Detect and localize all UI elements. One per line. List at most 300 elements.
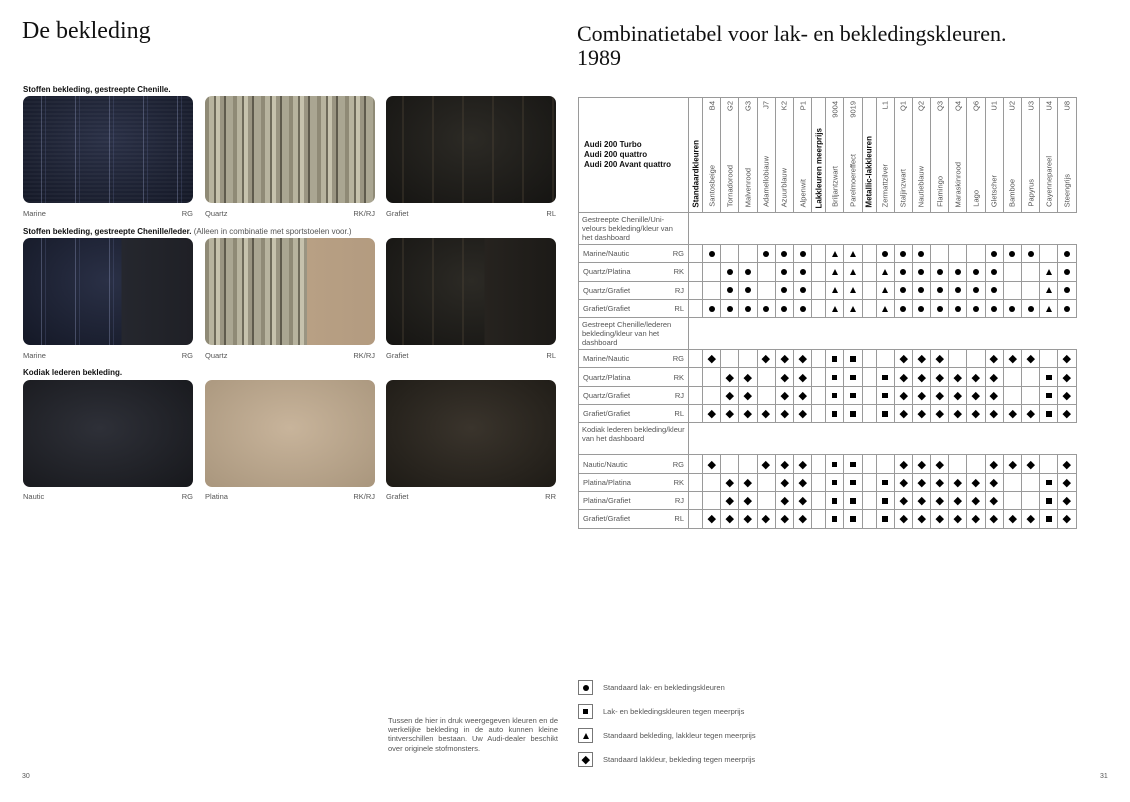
combination-cell <box>757 491 775 509</box>
combination-cell <box>894 455 912 473</box>
diamond-icon <box>899 497 907 505</box>
swatch-marine-chenille <box>23 96 193 203</box>
combination-cell <box>826 455 844 473</box>
diamond-icon <box>799 355 807 363</box>
diamond-icon <box>899 373 907 381</box>
combination-cell <box>1058 491 1076 509</box>
combination-cell <box>793 299 811 317</box>
combination-cell <box>931 299 949 317</box>
combination-cell <box>931 350 949 368</box>
combination-cell <box>826 299 844 317</box>
legend-item <box>578 704 744 719</box>
diamond-icon <box>918 373 926 381</box>
circle-icon <box>1064 287 1070 293</box>
group-spacer-cell <box>862 263 876 281</box>
diamond-icon <box>799 460 807 468</box>
title-line-1: Combinatietabel voor lak- en bekledingskleuren. <box>577 21 1007 46</box>
color-code: U4 <box>1044 101 1054 111</box>
combination-cell <box>912 281 930 299</box>
combination-cell <box>912 299 930 317</box>
diamond-icon <box>762 515 770 523</box>
square-icon <box>832 393 838 399</box>
combination-cell <box>967 405 985 423</box>
combination-cell <box>967 510 985 528</box>
combination-cell <box>844 473 862 491</box>
group-spacer-cell <box>689 473 703 491</box>
legend-symbol-box <box>578 752 593 767</box>
circle-icon <box>1028 306 1034 312</box>
color-name: Lago <box>971 190 981 207</box>
combination-cell <box>1003 473 1021 491</box>
combination-cell <box>1040 473 1058 491</box>
swatch-code: RK/RJ <box>353 209 375 218</box>
section-heading-text: Kodiak lederen bekleding. <box>23 368 123 377</box>
circle-icon <box>763 306 769 312</box>
group-spacer-cell <box>862 299 876 317</box>
combination-cell <box>1022 281 1040 299</box>
combination-cell <box>876 473 894 491</box>
upholstery-name: Nautic/Nautic <box>583 459 628 469</box>
group-spacer-cell <box>812 299 826 317</box>
upholstery-code: RK <box>673 372 684 382</box>
diamond-icon <box>1063 392 1071 400</box>
combination-cell <box>757 299 775 317</box>
color-name: Papyrus <box>1026 179 1036 207</box>
swatch-caption <box>23 209 193 218</box>
combination-cell <box>721 263 739 281</box>
circle-icon <box>973 287 979 293</box>
circle-icon <box>763 251 769 257</box>
circle-icon <box>937 306 943 312</box>
group-spacer-cell <box>689 405 703 423</box>
color-code: U1 <box>989 101 999 111</box>
group-spacer-cell <box>812 405 826 423</box>
circle-icon <box>745 287 751 293</box>
color-code: U3 <box>1026 101 1036 111</box>
combination-cell <box>949 491 967 509</box>
diamond-icon <box>1027 410 1035 418</box>
circle-icon <box>991 251 997 257</box>
group-spacer-cell <box>862 405 876 423</box>
circle-icon <box>800 251 806 257</box>
legend-item <box>578 680 725 695</box>
swatch-name: Marine <box>23 351 46 360</box>
combination-cell <box>1058 281 1076 299</box>
combination-cell <box>703 368 721 386</box>
legend-symbol-box <box>578 680 593 695</box>
upholstery-name: Quartz/Platina <box>583 372 631 382</box>
circle-icon <box>900 251 906 257</box>
square-icon <box>1046 516 1052 522</box>
diamond-icon <box>726 497 734 505</box>
diamond-icon <box>708 355 716 363</box>
square-icon <box>1046 411 1052 417</box>
combination-cell <box>1022 245 1040 263</box>
group-spacer-cell <box>689 368 703 386</box>
diamond-icon <box>918 460 926 468</box>
combination-cell <box>1058 299 1076 317</box>
group-spacer-cell <box>862 281 876 299</box>
combination-cell <box>894 368 912 386</box>
square-icon <box>882 516 888 522</box>
diamond-icon <box>954 373 962 381</box>
model-name: Audi 200 Avant quattro <box>584 160 671 169</box>
combination-cell <box>1058 455 1076 473</box>
diamond-icon <box>799 373 807 381</box>
combination-cell <box>1003 510 1021 528</box>
upholstery-code: RL <box>674 409 684 419</box>
combination-cell <box>1058 245 1076 263</box>
combination-cell <box>894 350 912 368</box>
table-row <box>579 386 1077 404</box>
combination-cell <box>757 455 775 473</box>
combination-cell <box>1022 473 1040 491</box>
color-code: U8 <box>1062 101 1072 111</box>
diamond-icon <box>726 392 734 400</box>
upholstery-label <box>579 386 689 404</box>
combination-cell <box>931 455 949 473</box>
square-icon <box>1046 375 1052 381</box>
circle-icon <box>900 287 906 293</box>
combination-cell <box>912 368 930 386</box>
combination-cell <box>949 350 967 368</box>
legend-item <box>578 728 756 743</box>
group-spacer-cell <box>812 281 826 299</box>
combination-cell <box>876 455 894 473</box>
circle-icon <box>800 287 806 293</box>
combination-cell <box>931 263 949 281</box>
diamond-icon <box>799 392 807 400</box>
combination-cell <box>775 368 793 386</box>
combination-cell <box>985 368 1003 386</box>
color-name: Bamboe <box>1007 179 1017 207</box>
group-spacer-cell <box>812 510 826 528</box>
diamond-icon <box>744 479 752 487</box>
diamond-icon <box>780 460 788 468</box>
diamond-icon <box>972 410 980 418</box>
combination-cell <box>931 245 949 263</box>
upholstery-code: RL <box>674 514 684 524</box>
combination-cell <box>985 281 1003 299</box>
triangle-icon <box>583 733 589 739</box>
combination-cell <box>844 405 862 423</box>
combination-cell <box>757 510 775 528</box>
swatch-name: Platina <box>205 492 228 501</box>
combination-cell <box>1022 299 1040 317</box>
combination-cell <box>844 368 862 386</box>
diamond-icon <box>954 497 962 505</box>
diamond-icon <box>1009 460 1017 468</box>
combination-cell <box>876 386 894 404</box>
combination-cell <box>1058 368 1076 386</box>
combination-cell <box>876 405 894 423</box>
table-row <box>579 245 1077 263</box>
diamond-icon <box>708 515 716 523</box>
row-group-header <box>579 423 1077 455</box>
swatch-platina-leather <box>205 380 375 487</box>
combination-cell <box>826 245 844 263</box>
circle-icon <box>1009 306 1015 312</box>
circle-icon <box>781 251 787 257</box>
swatch-grafiet-leder <box>386 238 556 345</box>
combination-cell <box>931 510 949 528</box>
diamond-icon <box>990 460 998 468</box>
color-column-header <box>949 98 967 213</box>
triangle-icon <box>1046 287 1052 293</box>
upholstery-label <box>579 245 689 263</box>
row-group-label: Kodiak lederen bekleding/kleur van het dashboard <box>579 423 689 455</box>
combination-cell <box>739 386 757 404</box>
swatch-caption <box>23 351 193 360</box>
combination-cell <box>876 491 894 509</box>
color-name: Gletscher <box>989 174 999 207</box>
diamond-icon <box>780 355 788 363</box>
combination-cell <box>721 473 739 491</box>
diamond-icon <box>918 497 926 505</box>
circle-icon <box>991 306 997 312</box>
diamond-icon <box>780 373 788 381</box>
square-icon <box>1046 393 1052 399</box>
diamond-icon <box>1009 410 1017 418</box>
swatch-code: RG <box>181 351 193 360</box>
circle-icon <box>781 287 787 293</box>
combination-cell <box>1040 368 1058 386</box>
combination-cell <box>1003 299 1021 317</box>
swatch-marine-leder <box>23 238 193 345</box>
square-icon <box>850 356 856 362</box>
diamond-icon <box>780 515 788 523</box>
color-name: Alpenwit <box>798 178 808 207</box>
group-spacer-cell <box>689 510 703 528</box>
combination-cell <box>912 473 930 491</box>
combination-cell <box>949 263 967 281</box>
circle-icon <box>1064 269 1070 275</box>
row-group-label: Gestreept Chenille/lederen bekleding/kleur van het dashboard <box>579 318 689 350</box>
combination-cell <box>757 281 775 299</box>
combination-cell <box>1058 405 1076 423</box>
color-name: Zermattzilver <box>880 163 890 207</box>
combination-cell <box>1040 510 1058 528</box>
combination-cell <box>826 491 844 509</box>
upholstery-label <box>579 473 689 491</box>
combination-cell <box>844 263 862 281</box>
swatch-caption <box>205 351 375 360</box>
square-icon <box>850 480 856 486</box>
diamond-icon <box>918 515 926 523</box>
square-icon <box>832 516 838 522</box>
upholstery-code: RJ <box>674 496 684 506</box>
legend-text: Lak- en bekledingskleuren tegen meerprijs <box>603 707 745 716</box>
column-group-label: Lakkleuren meerprijs <box>814 127 824 208</box>
column-group-label: Metallic-lakkleuren <box>864 136 874 208</box>
group-spacer-cell <box>812 455 826 473</box>
title-line-2: 1989 <box>577 45 621 70</box>
combination-cell <box>844 299 862 317</box>
diamond-icon <box>582 756 590 764</box>
circle-icon <box>800 306 806 312</box>
triangle-icon <box>882 287 888 293</box>
combination-cell <box>1003 405 1021 423</box>
group-spacer-cell <box>862 510 876 528</box>
circle-icon <box>727 287 733 293</box>
column-group-header <box>689 98 703 213</box>
combination-cell <box>793 368 811 386</box>
triangle-icon <box>850 251 856 257</box>
combination-cell <box>894 405 912 423</box>
diamond-icon <box>990 373 998 381</box>
group-spacer-cell <box>689 263 703 281</box>
combination-cell <box>775 405 793 423</box>
diamond-icon <box>1063 515 1071 523</box>
combination-cell <box>967 491 985 509</box>
combination-cell <box>1040 350 1058 368</box>
section-heading-text: Stoffen bekleding, gestreepte Chenille. <box>23 85 171 94</box>
combination-cell <box>826 510 844 528</box>
combination-cell <box>826 473 844 491</box>
combination-cell <box>985 350 1003 368</box>
combination-cell <box>1058 263 1076 281</box>
diamond-icon <box>1063 373 1071 381</box>
circle-icon <box>745 306 751 312</box>
table-row <box>579 350 1077 368</box>
diamond-icon <box>990 515 998 523</box>
combination-cell <box>739 455 757 473</box>
section-heading-chenille-leder <box>23 227 352 236</box>
color-code: Q1 <box>898 101 908 112</box>
swatch-name: Grafiet <box>386 351 409 360</box>
swatch-code: RK/RJ <box>353 351 375 360</box>
diamond-icon <box>972 373 980 381</box>
combination-cell <box>912 386 930 404</box>
diamond-icon <box>972 497 980 505</box>
swatch-name: Quartz <box>205 351 228 360</box>
combination-cell <box>949 245 967 263</box>
diamond-icon <box>990 355 998 363</box>
circle-icon <box>800 269 806 275</box>
circle-icon <box>781 269 787 275</box>
color-code: L1 <box>880 101 890 110</box>
combination-cell <box>1022 510 1040 528</box>
color-code: G3 <box>743 101 753 112</box>
color-name: Santosbeige <box>707 165 717 207</box>
upholstery-name: Grafiet/Grafiet <box>583 409 631 419</box>
square-icon <box>1046 498 1052 504</box>
combination-cell <box>739 299 757 317</box>
combination-cell <box>894 386 912 404</box>
circle-icon <box>973 306 979 312</box>
combination-cell <box>876 263 894 281</box>
combination-cell <box>1022 350 1040 368</box>
combination-cell <box>931 491 949 509</box>
diamond-icon <box>726 479 734 487</box>
diamond-icon <box>936 410 944 418</box>
combination-cell <box>912 263 930 281</box>
combination-cell <box>775 350 793 368</box>
diamond-icon <box>744 497 752 505</box>
combination-cell <box>703 281 721 299</box>
combination-cell <box>739 263 757 281</box>
section-heading-text: Stoffen bekleding, gestreepte Chenille/leder. <box>23 227 192 236</box>
diamond-icon <box>954 410 962 418</box>
circle-icon <box>918 287 924 293</box>
diamond-icon <box>918 479 926 487</box>
combination-cell <box>985 473 1003 491</box>
combination-cell <box>876 281 894 299</box>
diamond-icon <box>780 479 788 487</box>
diamond-icon <box>899 392 907 400</box>
legend-item <box>578 752 755 767</box>
color-disclaimer-note: Tussen de hier in druk weergegeven kleuren en de werkelijke bekleding in de auto kunnen kleine tintverschillen bestaan. Uw Audi-dealer beschikt over originele stofmonsters. <box>388 716 558 753</box>
swatch-code: RG <box>181 209 193 218</box>
table-body <box>579 213 1077 529</box>
diamond-icon <box>1009 355 1017 363</box>
diamond-icon <box>972 515 980 523</box>
group-spacer-cell <box>812 491 826 509</box>
combination-cell <box>1022 263 1040 281</box>
upholstery-label <box>579 350 689 368</box>
diamond-icon <box>744 392 752 400</box>
upholstery-label <box>579 281 689 299</box>
combination-cell <box>757 405 775 423</box>
combination-cell <box>1058 386 1076 404</box>
swatch-code: RG <box>181 492 193 501</box>
combination-cell <box>721 455 739 473</box>
diamond-icon <box>936 515 944 523</box>
swatch-code: RR <box>545 492 556 501</box>
combination-cell <box>967 281 985 299</box>
color-name: Adamellobiauw <box>761 156 771 207</box>
swatch-name: Grafiet <box>386 492 409 501</box>
diamond-icon <box>726 410 734 418</box>
diamond-icon <box>990 392 998 400</box>
combination-cell <box>912 350 930 368</box>
group-spacer-cell <box>862 245 876 263</box>
combination-cell <box>757 386 775 404</box>
column-group-label: Standaardkleuren <box>691 140 700 208</box>
combination-cell <box>826 350 844 368</box>
section-heading-kodiak <box>23 368 122 377</box>
right-page-title <box>577 22 1006 70</box>
combination-cell <box>703 491 721 509</box>
color-column-header <box>931 98 949 213</box>
legend-text: Standaard lakkleur, bekleding tegen meerprijs <box>603 755 756 764</box>
combination-cell <box>757 245 775 263</box>
color-column-header <box>844 98 862 213</box>
diamond-icon <box>1063 410 1071 418</box>
combination-cell <box>844 510 862 528</box>
color-code: Q2 <box>916 101 926 112</box>
group-spacer-cell <box>812 263 826 281</box>
combination-cell <box>739 245 757 263</box>
combination-cell <box>826 368 844 386</box>
diamond-icon <box>936 460 944 468</box>
legend-symbol-box <box>578 704 593 719</box>
group-spacer-cell <box>862 386 876 404</box>
combination-cell <box>739 368 757 386</box>
color-name: Azuurblauw <box>779 167 789 207</box>
triangle-icon <box>882 269 888 275</box>
diamond-icon <box>936 497 944 505</box>
combination-cell <box>721 491 739 509</box>
group-spacer-cell <box>812 350 826 368</box>
combination-cell <box>967 368 985 386</box>
circle-icon <box>918 251 924 257</box>
combination-cell <box>949 299 967 317</box>
upholstery-name: Quartz/Grafiet <box>583 390 631 400</box>
table-row <box>579 491 1077 509</box>
circle-icon <box>955 306 961 312</box>
group-spacer-cell <box>862 491 876 509</box>
